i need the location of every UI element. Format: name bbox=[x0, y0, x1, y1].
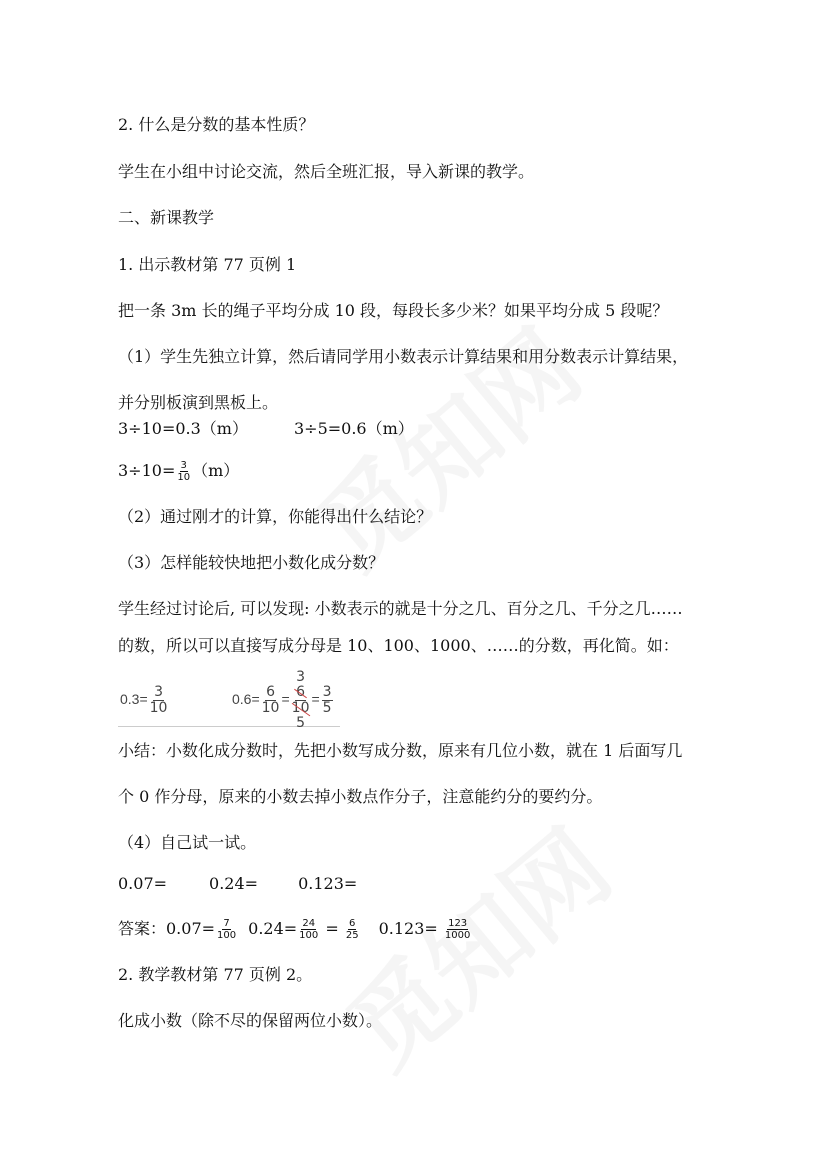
paragraph: （4）自己试一试。 bbox=[118, 833, 257, 852]
exercises bbox=[118, 874, 357, 894]
example-image: 0.3= $\frac{3}{10}$ 0.6= $\frac{6}{10}$ = 3 6 10 5 = $\frac{3}{5}$ bbox=[118, 664, 340, 727]
fraction: $\frac{3}{10}$ bbox=[177, 460, 191, 483]
paragraph: （1）学生先独立计算，然后请同学用小数表示计算结果和用分数表示计算结果， bbox=[118, 347, 689, 366]
paragraph: 化成小数（除不尽的保留两位小数）。 bbox=[118, 1011, 383, 1030]
summary: 小结：小数化成分数时，先把小数写成分数，原来有几位小数，就在 1 后面写几 bbox=[118, 741, 683, 760]
exercise: 0.123= bbox=[298, 874, 358, 893]
question-2: 2. 什么是分数的基本性质？ bbox=[118, 115, 315, 134]
paragraph: 并分别板演到黑板上。 bbox=[118, 393, 279, 412]
equation-1: 3÷10=0.3（m） bbox=[118, 419, 248, 438]
subheading: 1. 出示教材第 77 页例 1 bbox=[118, 255, 297, 274]
answers: 答案：0.07= $\frac{7}{100}$ 0.24= $\frac{24}{100}$ = $\frac{6}{25}$ 0.123= $\frac{123}{1000}$ bbox=[118, 918, 471, 941]
summary: 个 0 作分母，原来的小数去掉小数点作分子，注意能约分的要约分。 bbox=[118, 787, 603, 806]
exercise: 0.24= bbox=[209, 874, 259, 893]
paragraph: （2）通过刚才的计算，你能得出什么结论？ bbox=[118, 507, 433, 526]
paragraph: 学生经过讨论后, 可以发现: 小数表示的就是十分之几、百分之几、千分之几…… bbox=[118, 599, 683, 618]
equation-text: 3÷10= bbox=[118, 461, 176, 480]
paragraph: 把一条 3m 长的绳子平均分成 10 段，每段长多少米？如果平均分成 5 段呢？ bbox=[118, 301, 669, 320]
subheading: 2. 教学教材第 77 页例 2。 bbox=[118, 965, 313, 984]
paragraph: （3）怎样能较快地把小数化成分数？ bbox=[118, 553, 385, 572]
unit: （m） bbox=[192, 461, 240, 480]
paragraph: 学生在小组中讨论交流，然后全班汇报，导入新课的教学。 bbox=[118, 162, 535, 181]
equation bbox=[118, 419, 414, 439]
equation-2: 3÷5=0.6（m） bbox=[293, 419, 414, 438]
paragraph: 的数，所以可以直接写成分母是 10、100、1000、……的分数，再化简。如： bbox=[118, 636, 679, 655]
exercise: 0.07= bbox=[118, 874, 168, 893]
section-heading: 二、新课教学 bbox=[118, 208, 215, 227]
watermark bbox=[333, 815, 627, 1084]
equation bbox=[118, 460, 239, 483]
